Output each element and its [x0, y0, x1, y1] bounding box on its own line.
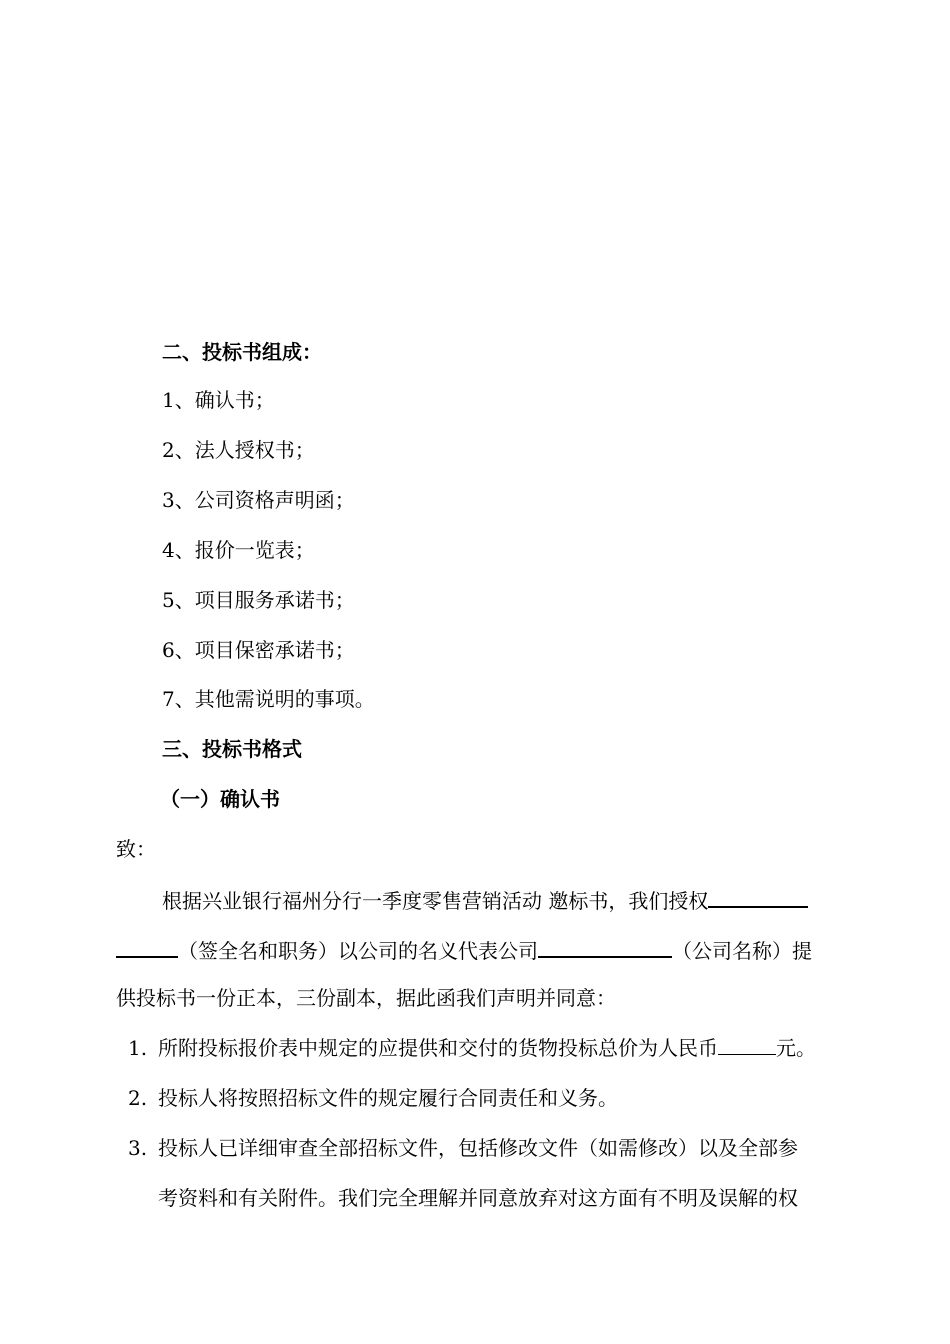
signature-blank: [708, 886, 808, 908]
clause-line: [158, 1036, 816, 1060]
paragraph-text: 根据兴业银行福州分行一季度零售营销活动 邀标书，我们授权: [162, 889, 709, 913]
name-blank: [116, 936, 178, 958]
list-item: 3、公司资格声明函；: [162, 488, 355, 512]
list-item: 2、法人授权书；: [162, 438, 315, 462]
list-item: 6、项目保密承诺书；: [162, 638, 355, 662]
clause-number: 2.: [128, 1086, 148, 1110]
amount-blank: [718, 1036, 776, 1055]
section-2-heading: 二、投标书组成：: [162, 340, 322, 364]
clause-text: 所附投标报价表中规定的应提供和交付的货物投标总价为人民币: [158, 1036, 718, 1060]
salutation: 致：: [116, 837, 156, 861]
clause-text: 投标人已详细审查全部招标文件，包括修改文件（如需修改）以及全部参: [158, 1136, 798, 1160]
list-item: 7、其他需说明的事项。: [162, 687, 375, 711]
paragraph-text: （签全名和职务）以公司的名义代表公司: [178, 939, 538, 963]
paragraph-line: [116, 936, 812, 963]
list-item: 4、报价一览表；: [162, 538, 315, 562]
clause-text: 元。: [776, 1036, 816, 1060]
company-blank: [538, 936, 672, 958]
list-item: 5、项目服务承诺书；: [162, 588, 355, 612]
paragraph-line: 供投标书一份正本，三份副本，据此函我们声明并同意：: [116, 986, 616, 1010]
list-item: 1、确认书；: [162, 388, 275, 412]
clause-number: 3.: [128, 1136, 148, 1160]
clause-text: 投标人将按照招标文件的规定履行合同责任和义务。: [158, 1086, 618, 1110]
paragraph-line: [162, 886, 808, 913]
subsection-heading: （一）确认书: [160, 787, 280, 811]
section-3-heading: 三、投标书格式: [162, 737, 302, 761]
paragraph-text: （公司名称）提: [672, 939, 812, 963]
clause-text: 考资料和有关附件。我们完全理解并同意放弃对这方面有不明及误解的权: [158, 1186, 798, 1210]
clause-number: 1.: [128, 1036, 148, 1060]
